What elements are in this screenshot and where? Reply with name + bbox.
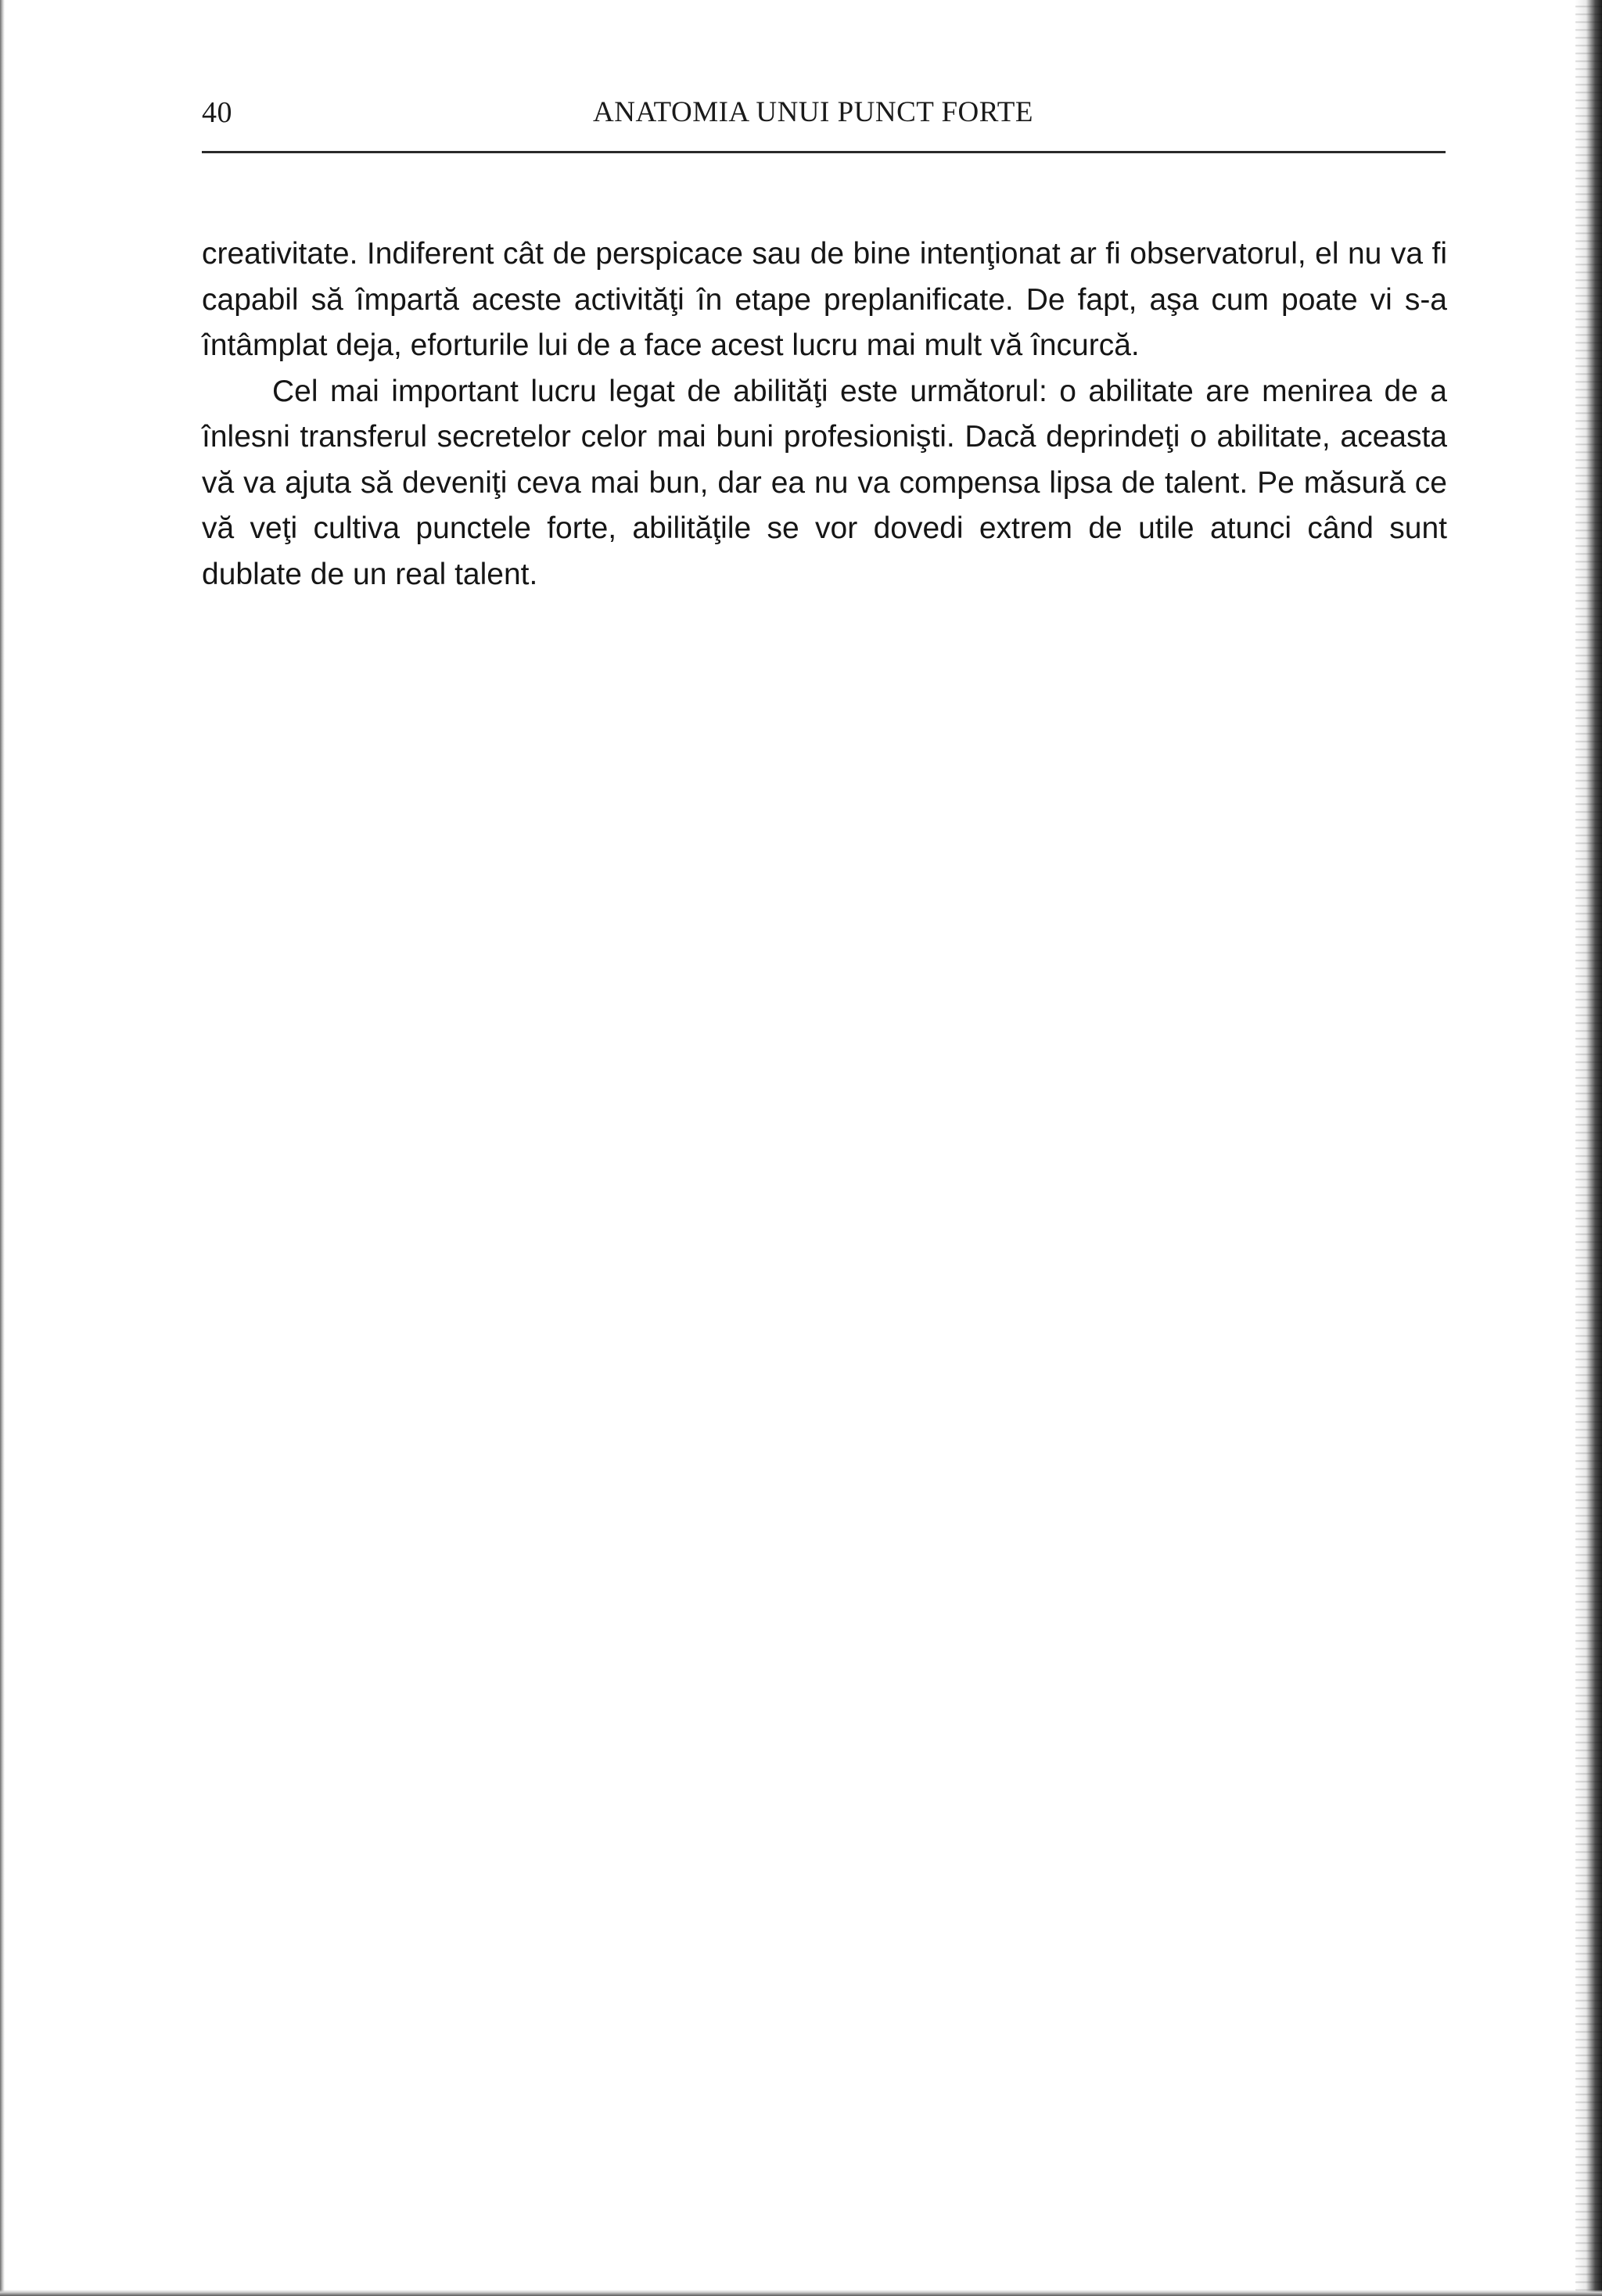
running-title: ANATOMIA UNUI PUNCT FORTE — [593, 96, 1033, 128]
scan-edge-right — [1575, 0, 1602, 2296]
paragraph: Cel mai important lucru legat de abilităţi este următorul: o abilitate are menirea de a înlesni transferul secretelor celor mai buni profesionişti. Dacă deprindeţi o abilitate, aceasta vă va ajuta să deveniţi ceva mai bun, dar ea nu va compensa lipsa de talent. Pe măsură ce vă veţi cultiva punctele forte, abilităţile se vor dovedi extrem de utile atunci când sunt dublate de un real talent. — [202, 374, 1447, 591]
paragraph: creativitate. Indiferent cât de perspicace sau de bine intenţionat ar fi observatorul, el nu va fi capabil să împartă aceste activităţi în etape preplanificate. De fapt, aşa cum poate vi s-a întâmplat deja, eforturile lui de a face acest lucru mai mult vă încurcă. — [202, 237, 1447, 362]
body-text — [202, 231, 1447, 597]
scan-edge-bottom — [0, 2290, 1602, 2296]
header-divider — [202, 151, 1446, 153]
page-header — [202, 92, 1447, 139]
page-number: 40 — [202, 96, 232, 129]
scan-edge-left — [0, 0, 5, 2296]
